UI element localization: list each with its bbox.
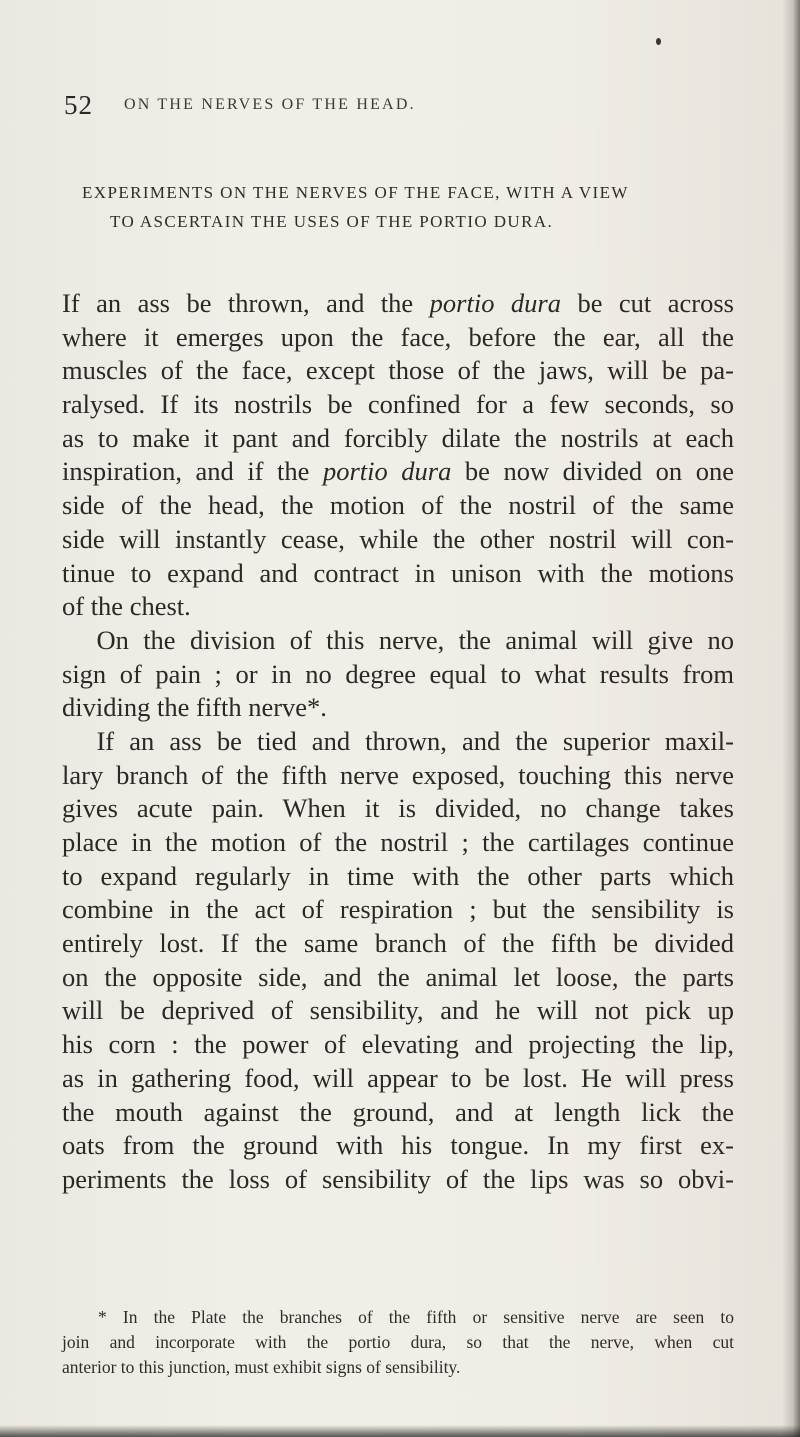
body-line (62, 624, 734, 658)
body-line-text: will be deprived of sensibility, and he will not pick up (62, 995, 734, 1026)
body-line-text: dividing the fifth nerve*. (62, 692, 327, 723)
body-line-text: to expand regularly in time with the other parts which (62, 860, 734, 891)
body-line (62, 590, 734, 624)
body-line-italic: portio dura (322, 456, 452, 487)
body-line (62, 658, 734, 692)
running-head (64, 90, 784, 120)
body-line (62, 354, 734, 388)
body-line (62, 523, 734, 557)
section-heading (82, 178, 722, 236)
body-line-text: gives acute pain. When it is divided, no change takes (62, 793, 734, 824)
body-line-text: be cut across (560, 288, 734, 318)
section-heading-line-1: EXPERIMENTS ON THE NERVES OF THE FACE, WITH A VIEW (82, 183, 629, 202)
body-line (62, 994, 734, 1028)
body-line (62, 557, 734, 591)
body-line (62, 455, 734, 489)
body-line-italic: portio dura (429, 288, 561, 318)
body-line-text: inspiration, and if the (62, 456, 323, 487)
footnote (62, 1305, 734, 1380)
body-line-text: combine in the act of respiration ; but the sensibility is (62, 894, 734, 925)
body-line-text: sign of pain ; or in no degree equal to what results from (62, 658, 734, 689)
ink-speck (656, 38, 661, 45)
page-bottom-shadow (0, 1425, 800, 1437)
page-edge-shadow (782, 0, 800, 1437)
body-line (62, 759, 734, 793)
body-line (62, 1096, 734, 1130)
body-line (62, 860, 734, 894)
body-line-text: place in the motion of the nostril ; the cartilages continue (62, 827, 734, 857)
body-text (62, 287, 734, 1197)
body-line (62, 927, 734, 961)
body-line (62, 388, 734, 422)
body-line-text: where it emerges upon the face, before the ear, all the (62, 321, 734, 352)
body-line-text: If an ass be tied and thrown, and the superior maxil- (96, 725, 734, 756)
body-line (62, 489, 734, 523)
body-line-text: On the division of this nerve, the animal will give no (96, 624, 734, 655)
body-line-text: side of the head, the motion of the nostril of the same (62, 490, 734, 521)
body-line (62, 826, 734, 860)
body-line (62, 321, 734, 355)
footnote-line: * In the Plate the branches of the fifth or sensitive nerve are seen to (98, 1307, 734, 1327)
body-line (62, 893, 734, 927)
body-line-text: periments the loss of sensibility of the lips was so obvi- (62, 1163, 734, 1194)
body-line-text: his corn : the power of elevating and projecting the lip, (62, 1029, 734, 1060)
body-line-text: oats from the ground with his tongue. In my first ex- (62, 1130, 734, 1161)
body-line (62, 422, 734, 456)
body-line (62, 1129, 734, 1163)
body-line-text: side will instantly cease, while the other nostril will con- (62, 523, 734, 554)
body-line-text: on the opposite side, and the animal let loose, the parts (62, 961, 734, 992)
section-heading-line-2: TO ASCERTAIN THE USES OF THE PORTIO DURA. (110, 212, 554, 231)
body-line (62, 961, 734, 995)
body-line-text: ralysed. If its nostrils be confined for a few seconds, so (62, 389, 734, 420)
body-line (62, 691, 734, 725)
body-line (62, 1163, 734, 1197)
body-line-text: entirely lost. If the same branch of the fifth be divided (62, 928, 734, 959)
page-number: 52 (64, 90, 93, 120)
body-line (62, 1062, 734, 1096)
body-line-text: lary branch of the fifth nerve exposed, touching this nerve (62, 759, 734, 790)
body-line-text: of the chest. (62, 591, 191, 622)
body-line (62, 1028, 734, 1062)
running-title: ON THE NERVES OF THE HEAD. (124, 96, 416, 113)
body-line-text: muscles of the face, except those of the jaws, will be pa- (62, 355, 734, 386)
body-line-text: the mouth against the ground, and at length lick the (62, 1096, 734, 1127)
body-line-text: as to make it pant and forcibly dilate the nostrils at each (62, 422, 734, 453)
body-line-text: be now divided on one (451, 456, 734, 487)
body-line-text: If an ass be thrown, and the (62, 288, 430, 318)
footnote-line: join and incorporate with the portio dura, so that the nerve, when cut (62, 1332, 734, 1352)
body-line-text: as in gathering food, will appear to be lost. He will press (62, 1062, 734, 1093)
body-line (62, 792, 734, 826)
footnote-line: anterior to this junction, must exhibit signs of sensibility. (62, 1357, 461, 1377)
body-line (62, 287, 734, 321)
body-line-text: tinue to expand and contract in unison with the motions (62, 557, 734, 588)
body-line (62, 725, 734, 759)
